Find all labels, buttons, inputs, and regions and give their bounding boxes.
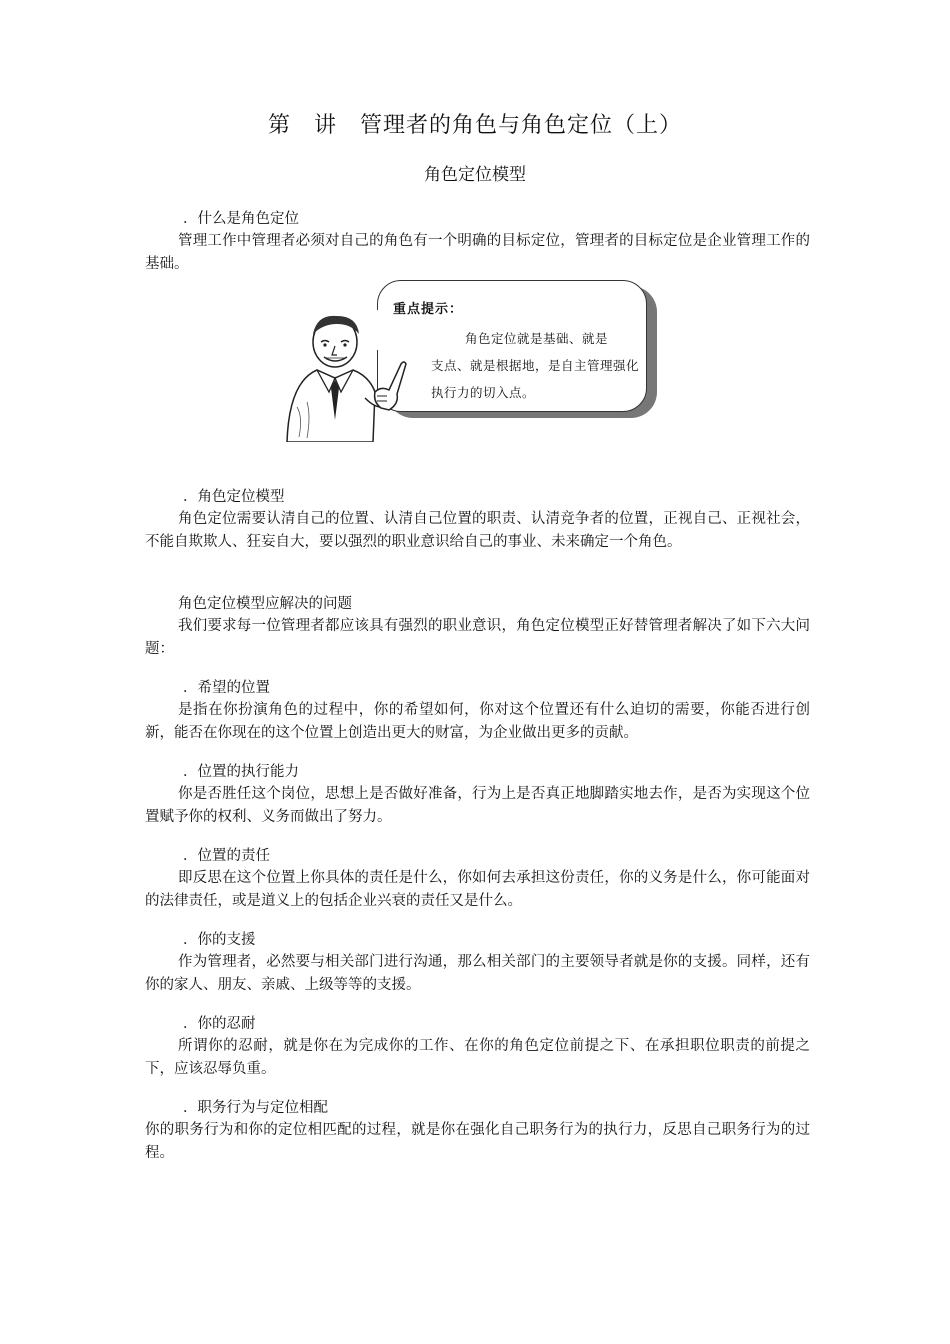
key-tip-figure (277, 280, 657, 445)
section-body: 即反思在这个位置上你具体的责任是什么，你如何去承担这份责任，你的义务是什么，你可能面对的法律责任，或是道义上的包括企业兴衰的责任又是什么。 (145, 870, 810, 909)
section-body: 你的职务行为和你的定位相匹配的过程，就是你在强化自己职务行为的执行力，反思自己职务行为的过程。 (145, 1122, 810, 1161)
section-heading: ．你的忍耐 (183, 1016, 256, 1032)
section-your-support (145, 929, 810, 997)
section-body: 角色定位需要认清自己的位置、认清自己位置的职责、认清竞争者的位置，正视自己、正视社会，不能自欺欺人、狂妄自大，要以强烈的职业意识给自己的事业、未来确定一个角色。 (145, 511, 810, 550)
section-body: 是指在你扮演角色的过程中，你的希望如何，你对这个位置还有什么迫切的需要，你能否进行创新，能否在你现在的这个位置上创造出更大的财富，为企业做出更多的贡献。 (145, 702, 810, 741)
section-body: 我们要求每一位管理者都应该具有强烈的职业意识，角色定位模型正好替管理者解决了如下六大问题： (145, 618, 810, 657)
section-heading: ．位置的执行能力 (183, 764, 299, 780)
page-subtitle: 角色定位模型 (424, 165, 526, 185)
section-heading: ．你的支援 (183, 932, 256, 948)
section-position-responsibility (145, 845, 810, 913)
section-heading: ．希望的位置 (183, 680, 270, 696)
section-model-problems (145, 593, 810, 661)
section-heading: ．角色定位模型 (183, 489, 285, 505)
section-heading: ．什么是角色定位 (183, 211, 299, 227)
key-tip-line1: 角色定位就是基础、就是 (465, 331, 609, 346)
section-body: 所谓你的忍耐，就是你在为完成你的工作、在你的角色定位前提之下、在承担职位职责的前提之下，应该忍辱负重。 (145, 1038, 810, 1077)
key-tip-heading: 重点提示： (393, 302, 464, 317)
section-desired-position (145, 677, 810, 745)
page-title: 第 讲 管理者的角色与角色定位（上） (267, 113, 682, 138)
section-body: 管理工作中管理者必须对自己的角色有一个明确的目标定位，管理者的目标定位是企业管理工作的基础。 (145, 233, 810, 272)
section-heading: 角色定位模型应解决的问题 (178, 596, 352, 612)
section-role-positioning-model (145, 486, 810, 554)
section-body: 你是否胜任这个岗位，思想上是否做好准备，行为上是否真正地脚踏实地去作，是否为实现这个位置赋予你的权利、义务而做出了努力。 (145, 786, 810, 825)
section-heading: ．位置的责任 (183, 848, 270, 864)
section-behavior-matching (145, 1097, 810, 1165)
section-heading: ．职务行为与定位相配 (183, 1100, 328, 1116)
section-body: 作为管理者，必然要与相关部门进行沟通，那么相关部门的主要领导者就是你的支援。同样，还有你的家人、朋友、亲戚、上级等等的支援。 (145, 954, 810, 993)
section-what-is-role-positioning (145, 208, 810, 276)
pointing-man-illustration (277, 312, 417, 442)
section-execution-ability (145, 761, 810, 829)
section-your-patience (145, 1013, 810, 1081)
key-tip-line2: 支点、就是根据地，是自主管理强化执行力的切入点。 (431, 358, 640, 400)
